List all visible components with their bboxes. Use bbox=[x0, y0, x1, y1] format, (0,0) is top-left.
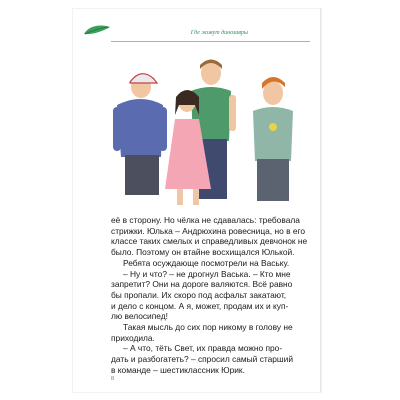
text-line: Ребята осуждающе посмотрели на Ваську. bbox=[123, 257, 290, 268]
text-line: было. Поэтому он втайне восхищался Юлькой. bbox=[111, 247, 295, 258]
text-line: классе таких смелых и справедливых девчонок не bbox=[111, 236, 308, 247]
text-line: и дело с концом. А я, может, продам их и куп- bbox=[111, 300, 289, 311]
children-group-illustration bbox=[99, 57, 303, 209]
body-text bbox=[111, 215, 311, 376]
text-line: – Ну и что? – не дрогнул Васька. – Кто мне bbox=[123, 268, 291, 279]
green-leaf-icon bbox=[83, 23, 111, 37]
boy-with-cap-figure bbox=[113, 74, 167, 195]
running-title: Где живут динозавры bbox=[190, 30, 248, 36]
text-line: Такая мысль до сих пор никому в голову не bbox=[123, 322, 293, 333]
text-line: дать и разбогатеть? – спросил самый старший bbox=[111, 354, 294, 365]
book-page bbox=[73, 9, 321, 392]
text-line: – А что, тёть Свет, их правда можно про- bbox=[123, 343, 283, 354]
page-number: 8 bbox=[111, 376, 114, 382]
text-line: запретит? Они на дороге валяются. Всё равно bbox=[111, 279, 293, 290]
header-rule bbox=[111, 41, 310, 42]
page-header bbox=[83, 21, 316, 41]
text-line: в команде – шестиклассник Юрик. bbox=[111, 364, 245, 375]
red-haired-boy-figure bbox=[253, 77, 293, 201]
text-line: стрижки. Юлька – Андрюхина ровесница, но в его bbox=[111, 225, 306, 236]
text-line: лю велосипед! bbox=[111, 311, 168, 322]
text-line: её в сторону. Но чёлка не сдавалась: требовала bbox=[111, 215, 300, 225]
text-line: приходила. bbox=[111, 332, 155, 343]
text-line: бы пропали. Их скоро под асфальт закатают, bbox=[111, 289, 287, 300]
